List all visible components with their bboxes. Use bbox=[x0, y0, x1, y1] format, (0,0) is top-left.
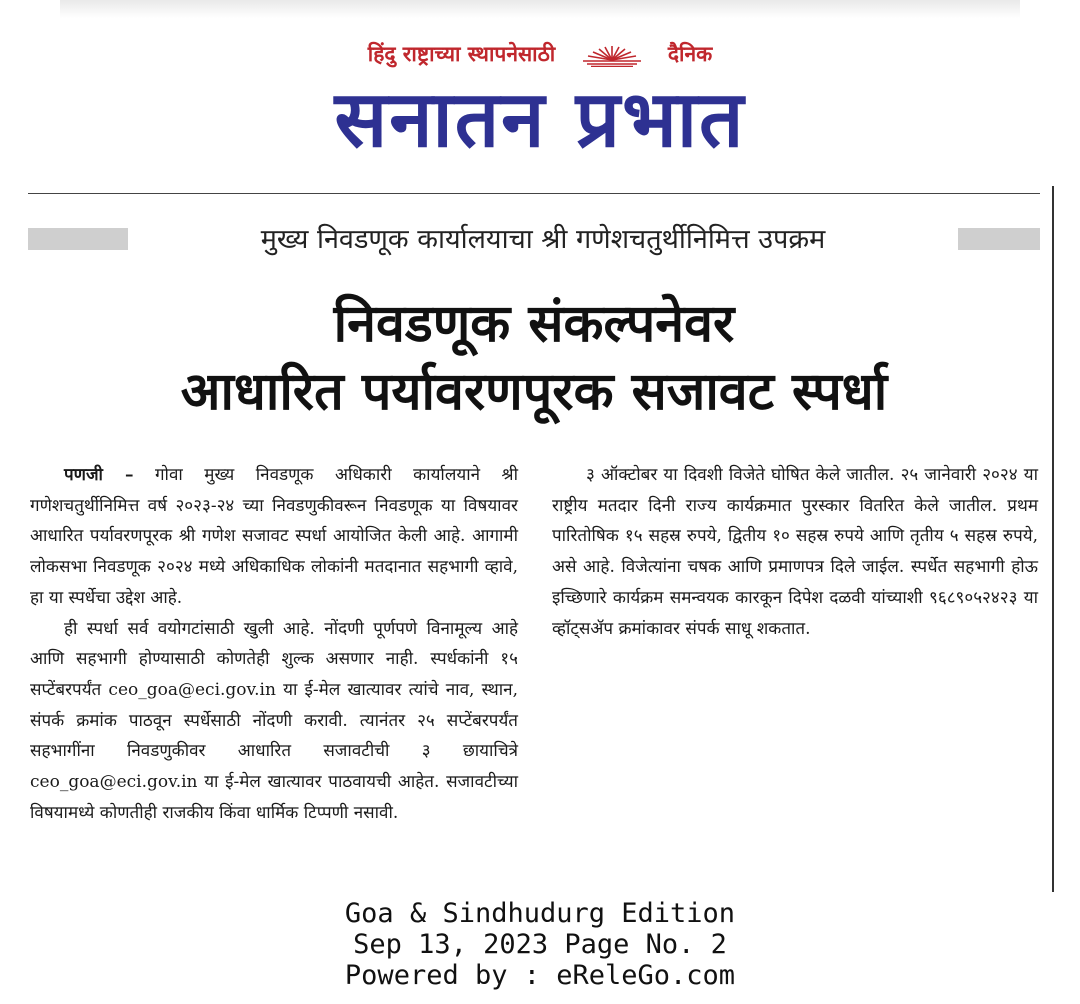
headline bbox=[28, 290, 1040, 426]
masthead-tagline bbox=[0, 40, 1080, 68]
kicker-bar-left bbox=[28, 228, 128, 250]
paragraph-1 bbox=[30, 460, 518, 614]
edition-footer bbox=[0, 898, 1080, 991]
top-shadow bbox=[60, 0, 1020, 18]
right-rule bbox=[1052, 186, 1054, 892]
kicker: मुख्य निवडणूक कार्यालयाचा श्री गणेशचतुर्थीनिमित्त उपक्रम bbox=[148, 220, 938, 260]
edition-date-page: Sep 13, 2023 Page No. 2 bbox=[353, 929, 727, 960]
kicker-band bbox=[28, 220, 1040, 260]
headline-line-1: निवडणूक संकल्पनेवर bbox=[333, 294, 735, 354]
rising-sun-icon bbox=[581, 45, 643, 67]
tagline-right: दैनिक bbox=[667, 41, 713, 66]
top-rule bbox=[28, 193, 1040, 194]
article-column-2 bbox=[552, 460, 1038, 644]
paragraph-1-text: गोवा मुख्य निवडणूक अधिकारी कार्यालयाने श्री गणेशचतुर्थीनिमित्त वर्ष २०२३-२४ च्या निवडणुकीवरून निवडणूक या विषयावर आधारित पर्यावरणपूरक श्री गणेश सजावट स्पर्धा आयोजित केली आहे. आगामी लोकसभा निवडणूक २०२४ मध्ये अधिकाधिक लोकांनी मतदानात सहभागी व्हावे, हा या स्पर्धेचा उद्देश आहे. bbox=[30, 465, 518, 608]
dateline: पणजी – bbox=[64, 465, 134, 485]
tagline-left: हिंदु राष्ट्राच्या स्थापनेसाठी bbox=[367, 41, 556, 66]
masthead-title: सनातन प्रभात bbox=[334, 75, 746, 165]
edition-name: Goa & Sindhudurg Edition bbox=[344, 898, 736, 929]
powered-by: Powered by : eReleGo.com bbox=[344, 960, 736, 991]
paragraph-2: ही स्पर्धा सर्व वयोगटांसाठी खुली आहे. नोंदणी पूर्णपणे विनामूल्य आहे आणि सहभागी होण्यासाठी कोणतेही शुल्क असणार नाही. स्पर्धकांनी १५ सप्टेंबरपर्यंत ceo_goa@eci.gov.in या ई-मेल खात्यावर त्यांचे नाव, स्थान, संपर्क क्रमांक पाठवून स्पर्धेसाठी नोंदणी करावी. त्यानंतर २५ सप्टेंबरपर्यंत सहभागींना निवडणुकीवर आधारित सजावटीची ३ छायाचित्रे ceo_goa@eci.gov.in या ई-मेल खात्यावर पाठवायची आहेत. सजावटीच्या विषयामध्ये कोणतीही राजकीय किंवा धार्मिक टिप्पणी नसावी. bbox=[30, 618, 518, 823]
headline-line-2: आधारित पर्यावरणपूरक सजावट स्पर्धा bbox=[180, 362, 888, 422]
kicker-bar-right bbox=[958, 228, 1040, 250]
article-column-1 bbox=[30, 460, 518, 828]
paragraph-3: ३ ऑक्टोबर या दिवशी विजेते घोषित केले जातील. २५ जानेवारी २०२४ या राष्ट्रीय मतदार दिनी राज्य कार्यक्रमात पुरस्कार वितरित केले जातील. प्रथम पारितोषिक १५ सहस्र रुपये, द्वितीय १० सहस्र रुपये आणि तृतीय ५ सहस्र रुपये, असे आहे. विजेत्यांना चषक आणि प्रमाणपत्र दिले जाईल. स्पर्धेत सहभागी होऊ इच्छिणारे कार्यक्रम समन्वयक कारकून दिपेश दळवी यांच्याशी ९६८९०५२४२३ या व्हॉट्सॲप क्रमांकावर संपर्क साधू शकतात. bbox=[552, 465, 1038, 639]
